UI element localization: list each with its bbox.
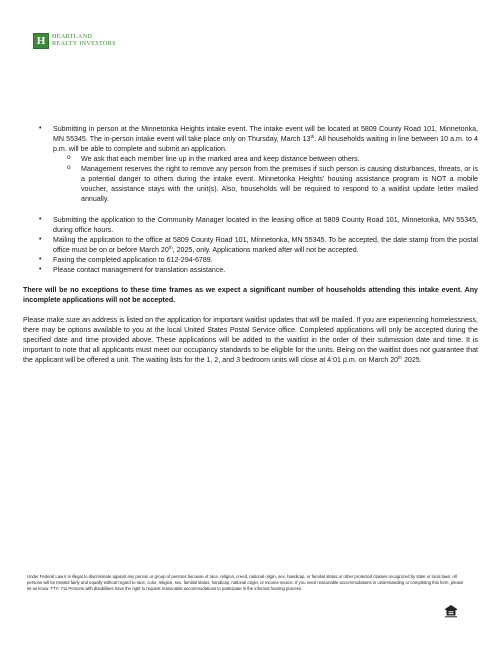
logo-text bbox=[52, 34, 116, 48]
sub-item-line-up: o We ask that each member line up in the marked area and keep distance between others. bbox=[81, 154, 478, 164]
list-item-in-person: • Submitting in person at the Minnetonka Heights intake event. The intake event will be located at 5809 County Road 101, Minnetonka, MN 55345. The in-person intake event will take place only on Thursday, March 13th. All households waiting in line between 10 a.m. to 4 p.m. will be able to complete and submit an application. o We ask that each member line up in the marked area and keep distance between others. o Management reserves the right to remove any person from the premises if such person is causing disturbances, threats, or is a potential danger to others during the intake event. Minnetonka Heights’ housing assistance program is NOT a mobile voucher, assistance stays with the unit(s). Also, households will be required to respond to a waitlist update letter mailed annually. bbox=[53, 124, 478, 204]
heartland-logo-icon: H bbox=[33, 33, 49, 49]
submission-methods-list bbox=[23, 124, 478, 204]
company-logo bbox=[33, 33, 116, 49]
list-item-community-manager: • Submitting the application to the Community Manager located in the leasing office at 5809 County Road 101, Minnetonka, MN 55345, during office hours. bbox=[53, 215, 478, 235]
in-person-sub-list bbox=[53, 154, 478, 204]
document-body bbox=[23, 124, 478, 365]
list-item-translation: • Please contact management for translation assistance. bbox=[53, 265, 478, 275]
equal-housing-opportunity-icon bbox=[444, 604, 458, 618]
waitlist-paragraph: Please make sure an address is listed on the application for important waitlist updates that will be mailed. If you are experiencing homelessness, there may be options available to you at the local United States Postal Service office. Completed applications will only be accepted during the specified date and time provided above. These applications will be added to the waitlist in the order of their submission date and time. It is important to note that all applicants must meet our occupancy standards to be eligible for the units. Being on the waitlist does not guarantee that the applicant will be offered a unit. The waiting lists for the 1, 2, and 3 bedroom units will close at 4:01 p.m. on March 20th 2025. bbox=[23, 316, 478, 364]
list-item-mailing: • Mailing the application to the office at 5809 County Road 101, Minnetonka, MN 55345. To be accepted, the date stamp from the postal office must be on or before March 20th, 2025, only. Applications marked after will not be accepted. bbox=[53, 235, 478, 255]
logo-line-1: HEARTLAND bbox=[52, 33, 93, 41]
list-item-fax: • Faxing the completed application to 612-294-6789. bbox=[53, 255, 478, 265]
logo-line-2: REALTY INVESTORS bbox=[52, 40, 116, 47]
no-exceptions-notice: There will be no exceptions to these time frames as we expect a significant number of households attending this intake event. Any incomplete applications will not be accepted. bbox=[23, 286, 478, 304]
fair-housing-footer: Under Federal Law it is illegal to discriminate against any person or group of persons because of race, religion, creed, national origin, sex, handicap, or familial status or other protected classes recognized by state or local laws. All persons will be treated fairly and equally without regard to race, color, religion, sex, familial status, handicap, national origin, or income source. If you need reasonable accommodations in understanding or completing this form, please let us know. TTY: 711 Persons with disabilities have the right to request reasonable accommodations to participate in the informal hearing process. bbox=[27, 574, 464, 591]
other-methods-list bbox=[23, 215, 478, 275]
sub-item-management-rights: o Management reserves the right to remove any person from the premises if such person is causing disturbances, threats, or is a potential danger to others during the intake event. Minnetonka Heights’ housing assistance program is NOT a mobile voucher, assistance stays with the unit(s). Also, households will be required to respond to a waitlist update letter mailed annually. bbox=[81, 164, 478, 204]
